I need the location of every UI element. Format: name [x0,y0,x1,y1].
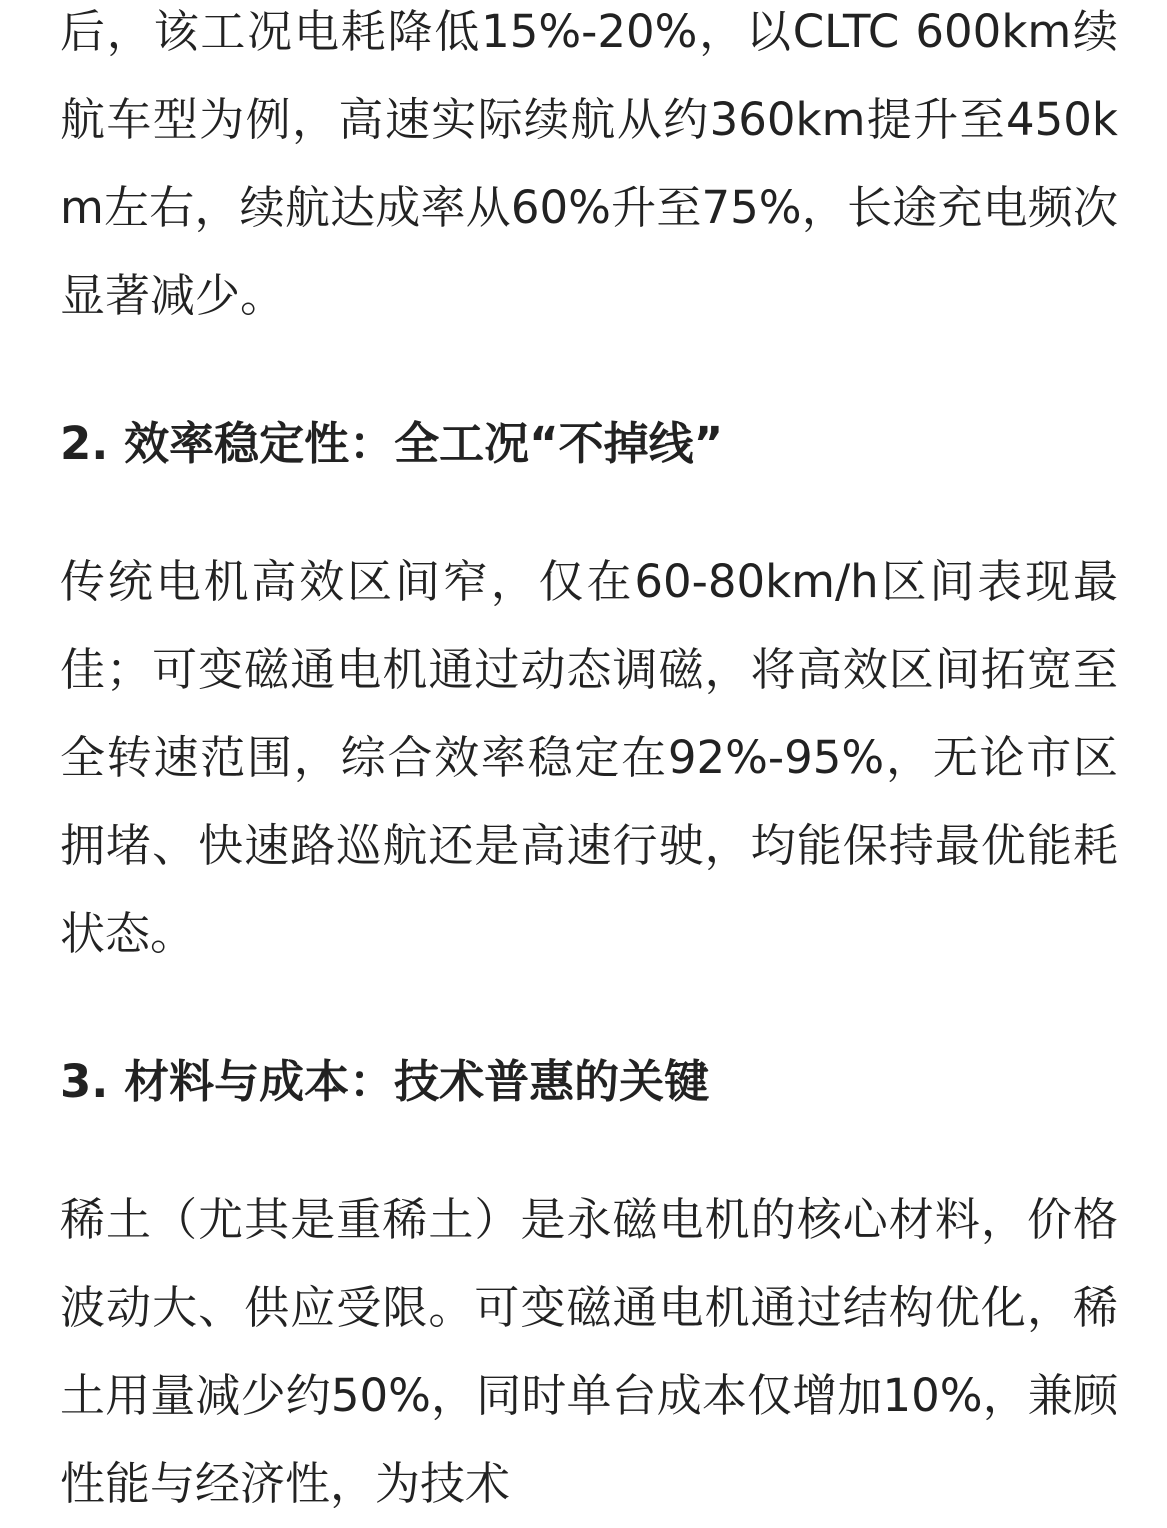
spacer [60,340,1118,400]
spacer [60,978,1118,1038]
paragraph-energy-savings: 后，该工况电耗降低15%-20%，以CLTC 600km续航车型为例，高速实际续航从约360km提升至450km左右，续航达成率从60%升至75%，长途充电频次显著减少。 [60,5,1118,322]
paragraph-rare-earth: 稀土（尤其是重稀土）是永磁电机的核心材料，价格波动大、供应受限。可变磁通电机通过结构优化，稀土用量减少约50%，同时单台成本仅增加10%，兼顾性能与经济性，为技术 [60,1193,1118,1510]
section-heading-efficiency-stability: 2. 效率稳定性：全工况“不掉线” [60,417,724,470]
spacer [60,1126,1118,1176]
article-body [60,0,1118,1528]
paragraph-efficiency-range: 传统电机高效区间窄，仅在60-80km/h区间表现最佳；可变磁通电机通过动态调磁，将高效区间拓宽至全转速范围，综合效率稳定在92%-95%，无论市区拥堵、快速路巡航还是高速行驶，均能保持最优能耗状态。 [60,555,1118,960]
spacer [60,488,1118,538]
section-heading-materials-cost: 3. 材料与成本：技术普惠的关键 [60,1055,710,1108]
